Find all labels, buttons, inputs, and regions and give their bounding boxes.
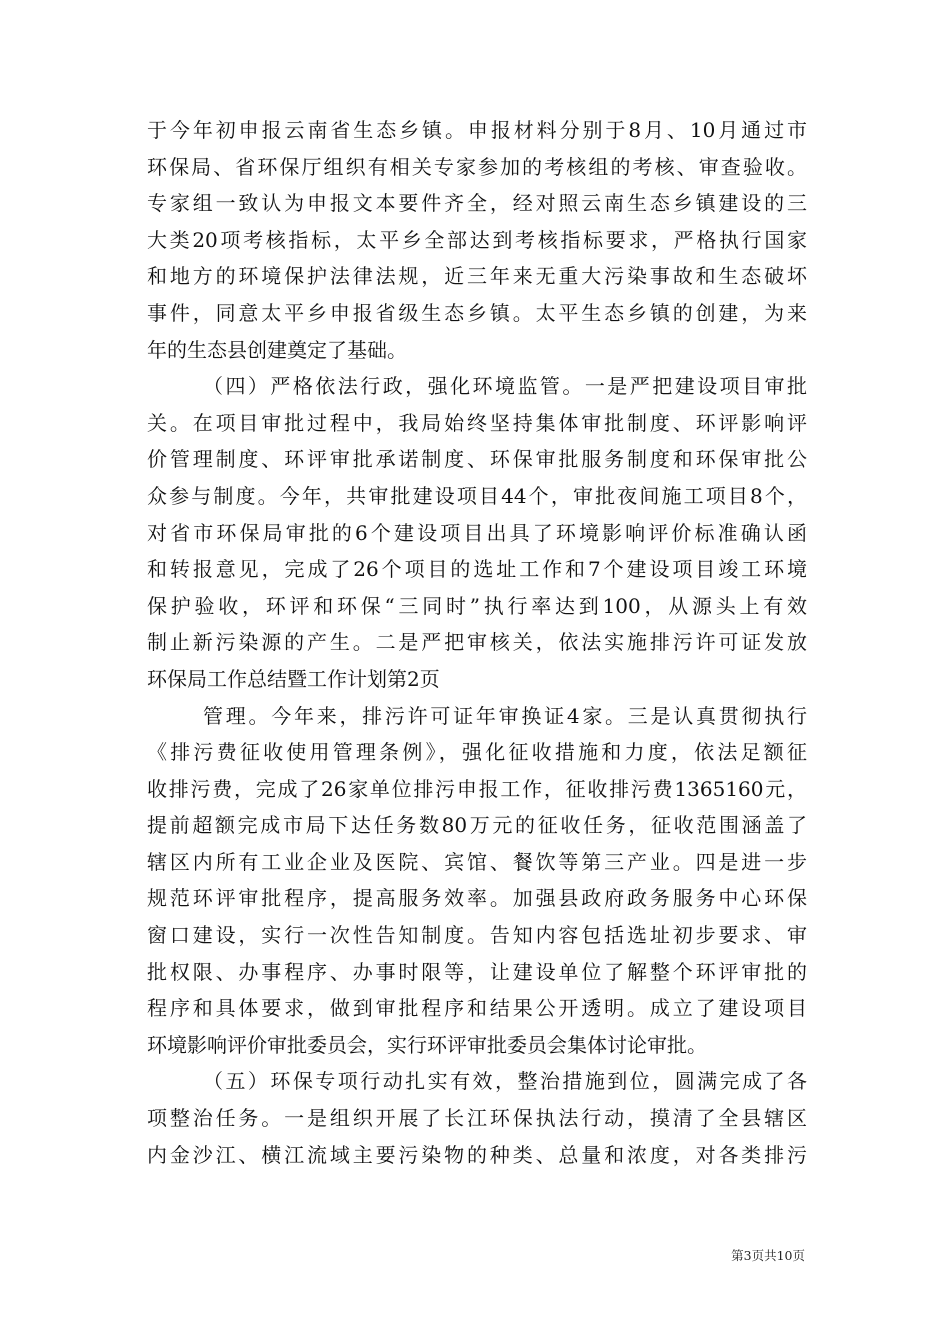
paragraph-start-line: 管理。今年来，排污许可证年审换证4家。三是认真贯彻执行 bbox=[203, 703, 807, 728]
body-line: 提前超额完成市局下达任务数80万元的征收任务，征收范围涵盖了 bbox=[147, 813, 807, 838]
body-line: 众参与制度。今年，共审批建设项目44个，审批夜间施工项目8个， bbox=[147, 483, 807, 508]
body-line: 项整治任务。一是组织开展了长江环保执法行动，摸清了全县辖区 bbox=[147, 1106, 807, 1131]
body-line: 环保局、省环保厅组织有相关专家参加的考核组的考核、审查验收。 bbox=[147, 154, 807, 179]
page-number-footer: 第3页共10页 bbox=[731, 1248, 805, 1263]
body-line: 专家组一致认为申报文本要件齐全，经对照云南生态乡镇建设的三 bbox=[147, 191, 807, 216]
body-line: 年的生态县创建奠定了基础。 bbox=[147, 337, 407, 362]
body-line: 价管理制度、环评审批承诺制度、环保审批服务制度和环保审批公 bbox=[147, 447, 807, 472]
paragraph-start-line: （五）环保专项行动扎实有效，整治措施到位，圆满完成了各 bbox=[203, 1069, 807, 1094]
body-line: 制止新污染源的产生。二是严把审核关，依法实施排污许可证发放 bbox=[147, 630, 807, 655]
body-line: 辖区内所有工业企业及医院、宾馆、餐饮等第三产业。四是进一步 bbox=[147, 849, 807, 874]
body-line: 内金沙江、横江流域主要污染物的种类、总量和浓度，对各类排污 bbox=[147, 1142, 807, 1167]
body-line: 程序和具体要求，做到审批程序和结果公开透明。成立了建设项目 bbox=[147, 996, 807, 1021]
body-line: 对省市环保局审批的6个建设项目出具了环境影响评价标准确认函 bbox=[147, 520, 807, 545]
document-body bbox=[147, 112, 807, 1173]
body-line: 和地方的环境保护法律法规，近三年来无重大污染事故和生态破坏 bbox=[147, 264, 807, 289]
body-line: 事件，同意太平乡申报省级生态乡镇。太平生态乡镇的创建，为来 bbox=[147, 300, 807, 325]
body-line: 于今年初申报云南省生态乡镇。申报材料分别于8月、10月通过市 bbox=[147, 118, 807, 142]
body-line: 环境影响评价审批委员会，实行环评审批委员会集体讨论审批。 bbox=[147, 1032, 707, 1057]
body-line: 规范环评审批程序，提高服务效率。加强县政府政务服务中心环保 bbox=[147, 886, 807, 911]
body-line: 大类20项考核指标，太平乡全部达到考核指标要求，严格执行国家 bbox=[147, 227, 807, 252]
body-line: 窗口建设，实行一次性告知制度。告知内容包括选址初步要求、审 bbox=[147, 923, 807, 948]
body-line: 保护验收，环评和环保“三同时”执行率达到100，从源头上有效 bbox=[147, 593, 807, 618]
body-line: 和转报意见，完成了26个项目的选址工作和7个建设项目竣工环境 bbox=[147, 557, 807, 582]
body-line: 关。在项目审批过程中，我局始终坚持集体审批制度、环评影响评 bbox=[147, 410, 807, 435]
body-line: 收排污费，完成了26家单位排污申报工作，征收排污费1365160元， bbox=[147, 776, 807, 801]
inline-page-marker: 环保局工作总结暨工作计划第2页 bbox=[147, 666, 440, 691]
paragraph-start-line: （四）严格依法行政，强化环境监管。一是严把建设项目审批 bbox=[203, 374, 807, 399]
body-line: 《排污费征收使用管理条例》，强化征收措施和力度，依法足额征 bbox=[147, 740, 807, 765]
body-line: 批权限、办事程序、办事时限等，让建设单位了解整个环评审批的 bbox=[147, 959, 807, 984]
